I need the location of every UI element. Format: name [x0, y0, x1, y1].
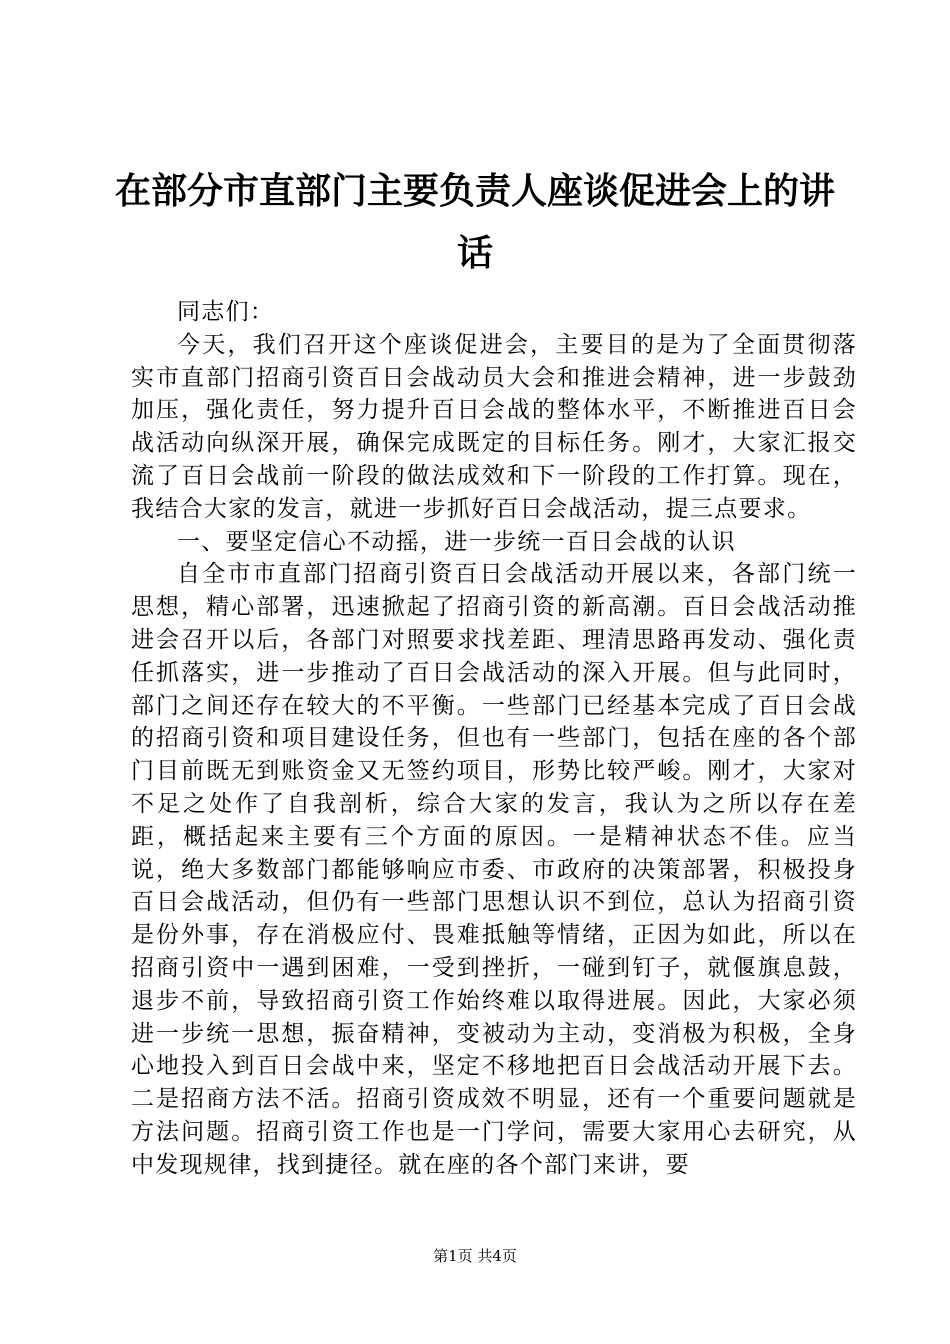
document-body — [131, 296, 857, 1182]
greeting: 同志们： — [177, 299, 275, 325]
document-title: 在部分市直部门主要负责人座谈促进会上的讲话 — [114, 170, 835, 274]
paragraph-section-1: 自全市市直部门招商引资百日会战活动开展以来，各部门统一思想，精心部署，迅速掀起了招商引资的新高潮。百日会战活动推进会召开以后，各部门对照要求找差距、理清思路再发动、强化责任抓落实，进一步推动了百日会战活动的深入开展。但与此同时，部门之间还存在较大的不平衡。一些部门已经基本完成了百日会战的招商引资和项目建设任务，但也有一些部门，包括在座的各个部门目前既无到账资金又无签约项目，形势比较严峻。刚才，大家对不足之处作了自我剖析，综合大家的发言，我认为之所以存在差距，概括起来主要有三个方面的原因。一是精神状态不佳。应当说，绝大多数部门都能够响应市委、市政府的决策部署，积极投身百日会战活动，但仍有一些部门思想认识不到位，总认为招商引资是份外事，存在消极应付、畏难抵触等情绪，正因为如此，所以在招商引资中一遇到困难，一受到挫折，一碰到钉子，就偃旗息鼓，退步不前，导致招商引资工作始终难以取得进展。因此，大家必须进一步统一思想，振奋精神，变被动为主动，变消极为积极，全身心地投入到百日会战中来，坚定不移地把百日会战活动开展下去。二是招商方法不活。招商引资成效不明显，还有一个重要问题就是方法问题。招商引资工作也是一门学问，需要大家用心去研究，从中发现规律，找到捷径。就在座的各个部门来讲，要 — [131, 561, 857, 1178]
paragraph-intro: 今天，我们召开这个座谈促进会，主要目的是为了全面贯彻落实市直部门招商引资百日会战动员大会和推进会精神，进一步鼓劲加压，强化责任，努力提升百日会战的整体水平，不断推进百日会战活动向纵深开展，确保完成既定的目标任务。刚才，大家汇报交流了百日会战前一阶段的做法成效和下一阶段的工作打算。现在，我结合大家的发言，就进一步抓好百日会战活动，提三点要求。 — [131, 331, 857, 522]
section-heading: 一、要坚定信心不动摇，进一步统一百日会战的认识 — [177, 528, 736, 555]
page-footer: 第1页 共4页 — [433, 1247, 517, 1265]
